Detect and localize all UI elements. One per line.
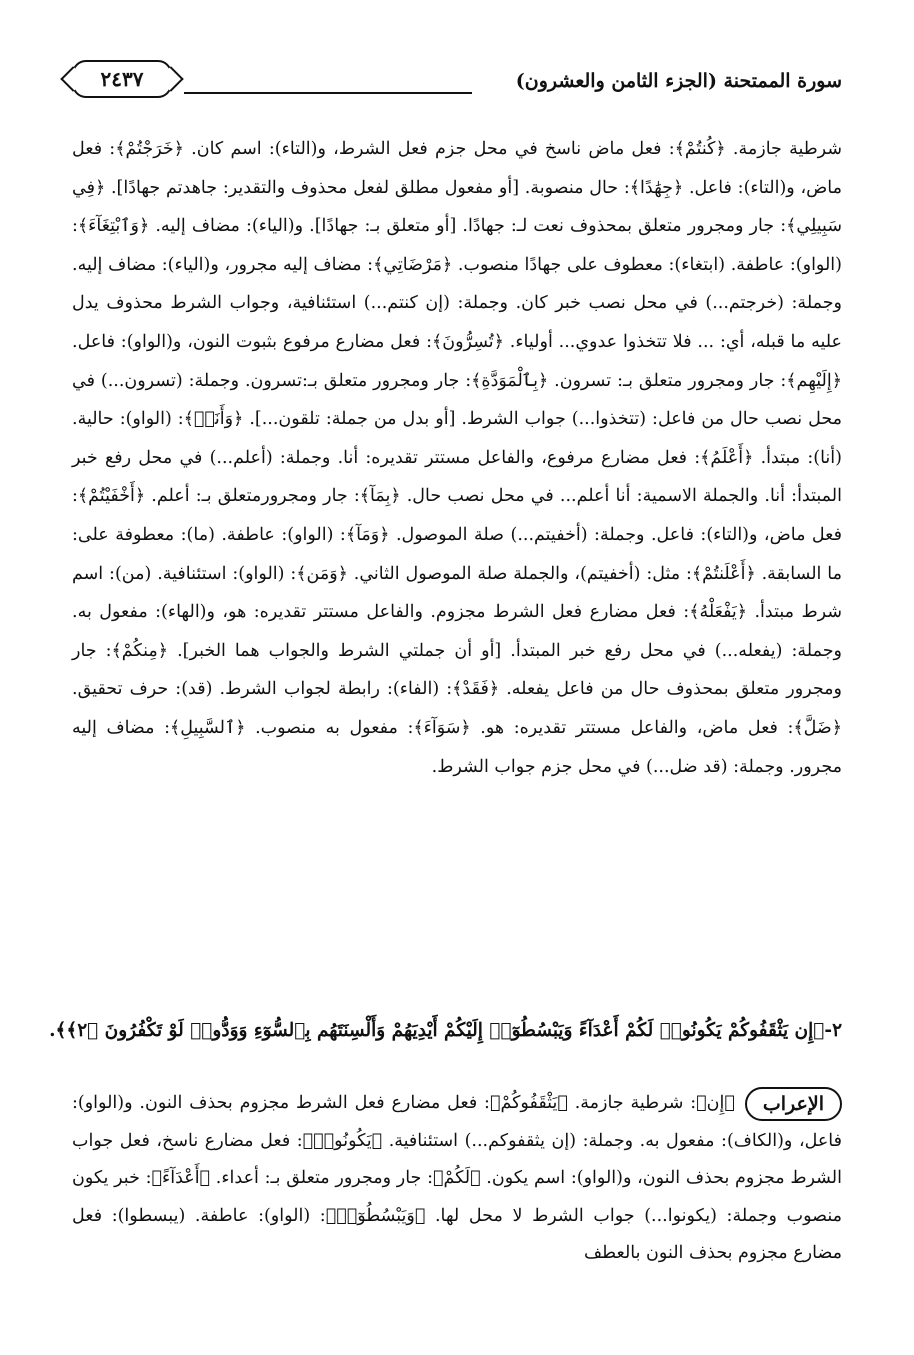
irab-paragraph — [72, 1085, 842, 1273]
page-number-badge — [72, 60, 172, 98]
irab-label: الإعراب — [745, 1087, 842, 1121]
header-rule — [184, 92, 472, 94]
page-number: ٢٤٣٧ — [100, 67, 144, 91]
verse-line — [49, 1013, 842, 1049]
verse-dash: - — [824, 1020, 833, 1041]
main-text — [72, 130, 842, 786]
irab-text: ﴿إِن﴾: شرطية جازمة. ﴿يَثْقَفُوكُمْ﴾: فعل مضارع فعل الشرط مجزوم بحذف النون. و(الواو): فاعل، و(الكاف): مفعول به. وجملة: (إن يثقفوكم...) استئنافية. ﴿يَكُونُوا۟﴾: فعل مضارع ناسخ، فعل جواب الشرط مجزوم بحذف النون، و(الواو): اسم يكون. ﴿لَكُمْ﴾: جار ومجرور متعلق بـ: أعداء. ﴿أَعْدَآءً﴾: خبر يكون منصوب وجملة: (يكونوا...) جواب الشرط لا محل لها. ﴿وَيَبْسُطُوٓا۟﴾: (الواو): عاطفة. (يبسطوا): فعل مضارع مجزوم بحذف النون بالعطف — [72, 1093, 842, 1263]
page-header — [72, 58, 842, 104]
verse-number: ٢ — [832, 1020, 842, 1041]
irab-section — [72, 1085, 842, 1273]
page-title: سورة الممتحنة (الجزء الثامن والعشرون) — [515, 70, 842, 92]
body-paragraph: شرطية جازمة. ﴿كُنتُمْ﴾: فعل ماض ناسخ في محل جزم فعل الشرط، و(التاء): اسم كان. ﴿خَرَجْتُمْ﴾: فعل ماض، و(التاء): فاعل. ﴿جِهَٰدًا﴾: حال منصوبة. [أو مفعول مطلق لفعل محذوف والتقدير: جاهدتم جهادًا]. ﴿فِي سَبِيلِي﴾: جار ومجرور متعلق بمحذوف نعت لـ: جهادًا. [أو متعلق بـ: جهادًا]. و(الياء): مضاف إليه. ﴿وَٱبْتِغَآءَ﴾: (الواو): عاطفة. (ابتغاء): معطوف على جهادًا منصوب. ﴿مَرْضَاتِي﴾: مضاف إليه مجرور، و(الياء): مضاف إليه. وجملة: (خرجتم...) في محل نصب خبر كان. وجملة: (إن كنتم...) استئنافية، وجواب الشرط محذوف يدل عليه ما قبله، أي: ... فلا تتخذوا عدوي... أولياء. ﴿تُسِرُّونَ﴾: فعل مضارع مرفوع بثبوت النون، و(الواو): فاعل. ﴿إِلَيْهِم﴾: جار ومجرور متعلق بـ: تسرون. ﴿بِٱلْمَوَدَّةِ﴾: جار ومجرور متعلق بـ:تسرون. وجملة: (تسرون...) في محل نصب حال من فاعل: (تتخذوا...) جواب الشرط. [أو بدل من جملة: تلقون...]. ﴿وَأَنَا۠﴾: (الواو): حالية. (أنا): مبتدأ. ﴿أَعْلَمُ﴾: فعل مضارع مرفوع، والفاعل مستتر تقديره: أنا. وجملة: (أعلم...) في محل رفع خبر المبتدأ: أنا. والجملة الاسمية: أنا أعلم... في محل نصب حال. ﴿بِمَآ﴾: جار ومجرورمتعلق بـ: أعلم. ﴿أَخْفَيْتُمْ﴾: فعل ماض، و(التاء): فاعل. وجملة: (أخفيتم...) صلة الموصول. ﴿وَمَآ﴾: (الواو): عاطفة. (ما): معطوفة على: ما السابقة. ﴿أَعْلَنتُمْ﴾: مثل: (أخفيتم)، والجملة صلة الموصول الثاني. ﴿وَمَن﴾: (الواو): استئنافية. (من): اسم شرط مبتدأ. ﴿يَفْعَلْهُ﴾: فعل مضارع فعل الشرط مجزوم. والفاعل مستتر تقديره: هو، و(الهاء): مفعول به. وجملة: (يفعله...) في محل رفع خبر المبتدأ. [أو أن جملتي الشرط والجواب هما الخبر]. ﴿مِنكُمْ﴾: جار ومجرور متعلق بمحذوف حال من فاعل يفعله. ﴿فَقَدْ﴾: (الفاء): رابطة لجواب الشرط. (قد): حرف تحقيق. ﴿ضَلَّ﴾: فعل ماض، والفاعل مستتر تقديره: هو. ﴿سَوَآءَ﴾: مفعول به منصوب. ﴿ٱلسَّبِيلِ﴾: مضاف إليه مجرور. وجملة: (قد ضل...) في محل جزم جواب الشرط. — [72, 139, 842, 777]
verse-text: ﴿إِن يَثْقَفُوكُمْ يَكُونُوا۟ لَكُمْ أَعْدَآءً وَيَبْسُطُوٓا۟ إِلَيْكُمْ أَيْدِيَهُمْ وَأَلْسِنَتَهُم بِٱلسُّوٓءِ وَوَدُّوا۟ لَوْ تَكْفُرُونَ ﴿٢﴾﴾. — [49, 1020, 825, 1041]
